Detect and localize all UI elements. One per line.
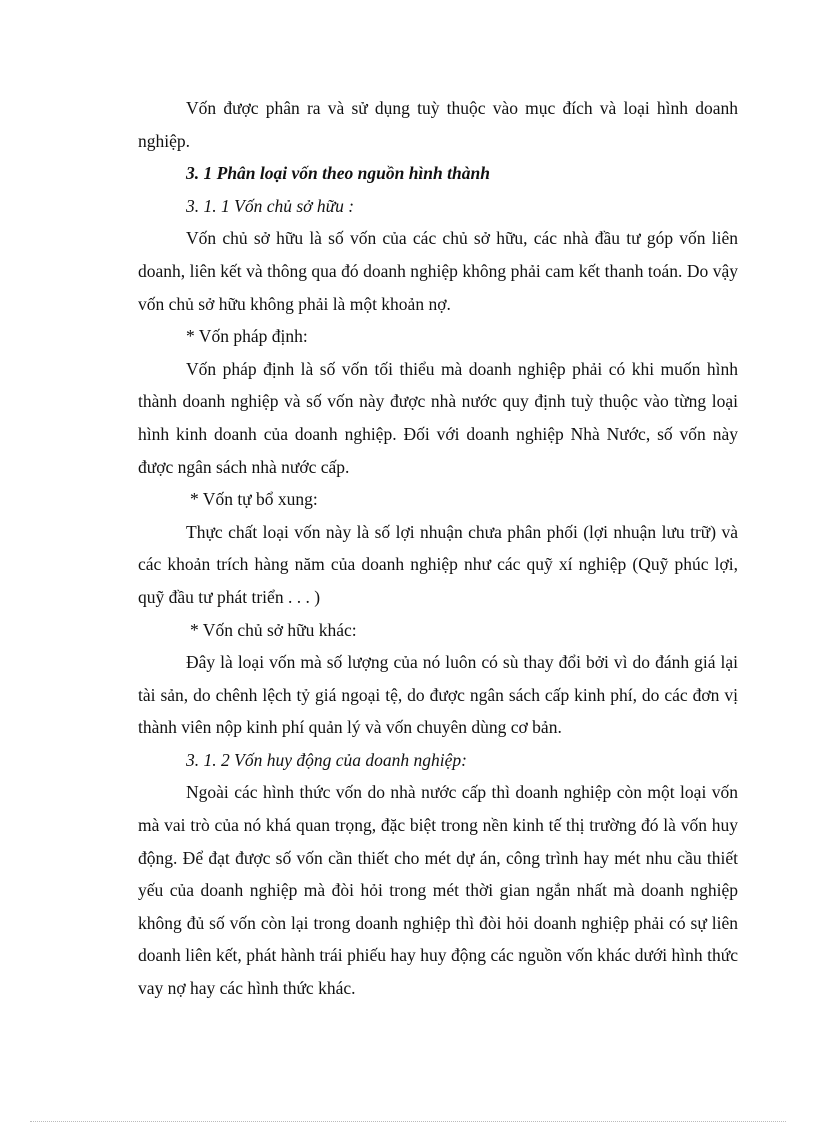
paragraph-legal-capital: Vốn pháp định là số vốn tối thiểu mà doanh nghiệp phải có khi muốn hình thành doanh nghiệp và số vốn này được nhà nước quy định tuỳ thuộc vào từng loại hình kinh doanh của doanh nghiệp. Đối với doanh nghiệp Nhà Nước, số vốn này được ngân sách nhà nước cấp.: [138, 358, 738, 477]
subsection-heading-mobilized-capital: 3. 1. 2 Vốn huy động của doanh nghiệp:: [186, 749, 467, 770]
paragraph-other-equity: Đây là loại vốn mà số lượng của nó luôn có sù thay đổi bởi vì do đánh giá lại tài sản, do chênh lệch tỷ giá ngoại tệ, do được ngân sách cấp kinh phí, do các đơn vị thành viên nộp kinh phí quản lý và vốn chuyên dùng cơ bản.: [138, 652, 738, 738]
footer-divider: [30, 1121, 786, 1122]
subsection-heading-owner-equity: 3. 1. 1 Vốn chủ sở hữu :: [186, 195, 355, 216]
page-body: [138, 92, 738, 1005]
intro-paragraph: Vốn được phân ra và sử dụng tuỳ thuộc vào mục đích và loại hình doanh nghiệp.: [138, 98, 738, 151]
paragraph-owner-equity: Vốn chủ sở hữu là số vốn của các chủ sở hữu, các nhà đầu tư góp vốn liên doanh, liên kết và thông qua đó doanh nghiệp không phải cam kết thanh toán. Do vậy vốn chủ sở hữu không phải là một khoản nợ.: [138, 228, 738, 314]
paragraph-mobilized-capital: Ngoài các hình thức vốn do nhà nước cấp thì doanh nghiệp còn một loại vốn mà vai trò của nó khá quan trọng, đặc biệt trong nền kinh tế thị trường đó là vốn huy động. Để đạt được số vốn cần thiết cho mét dự án, công trình hay mét nhu cầu thiết yếu của doanh nghiệp mà đòi hỏi trong mét thời gian ngắn nhất mà doanh nghiệp không đủ số vốn còn lại trong doanh nghiệp thì đòi hỏi doanh nghiệp phải có sự liên doanh liên kết, phát hành trái phiếu hay huy động các nguồn vốn khác dưới hình thức vay nợ hay các hình thức khác.: [138, 782, 738, 999]
section-heading: 3. 1 Phân loại vốn theo nguồn hình thành: [186, 163, 490, 184]
bullet-legal-capital: * Vốn pháp định:: [186, 326, 308, 347]
paragraph-supplementary-capital: Thực chất loại vốn này là số lợi nhuận chưa phân phối (lợi nhuận lưu trữ) và các khoản trích hàng năm của doanh nghiệp như các quỹ xí nghiệp (Quỹ phúc lợi, quỹ đầu tư phát triển . . . ): [138, 521, 738, 607]
bullet-other-equity: * Vốn chủ sở hữu khác:: [190, 619, 357, 640]
bullet-supplementary-capital: * Vốn tự bổ xung:: [190, 489, 318, 510]
